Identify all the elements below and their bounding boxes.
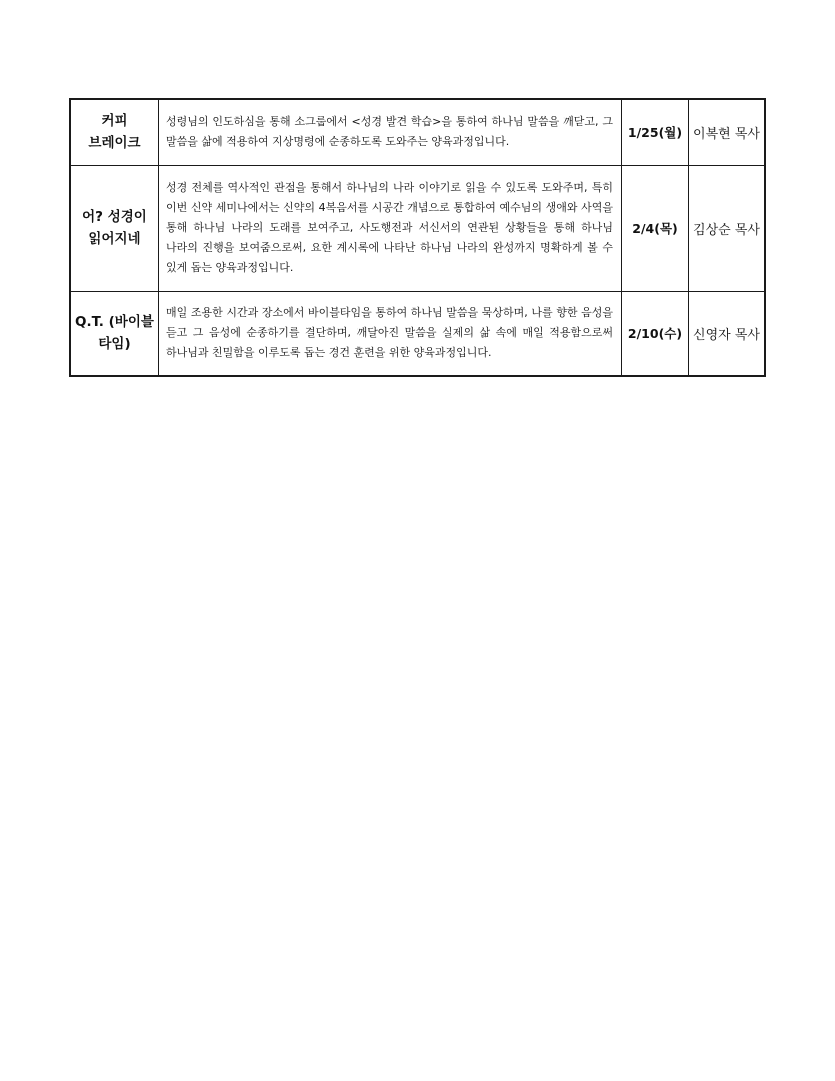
table-row bbox=[70, 291, 765, 376]
training-schedule-table bbox=[69, 98, 766, 377]
course-name: 커피 브레이크 bbox=[88, 113, 141, 152]
course-date: 1/25(월) bbox=[622, 99, 689, 165]
course-teacher: 김상순 목사 bbox=[689, 165, 766, 291]
course-name: 어? 성경이 읽어지네 bbox=[82, 209, 147, 247]
course-name-cell bbox=[70, 165, 159, 291]
course-name-cell bbox=[70, 99, 159, 165]
course-teacher: 이복현 목사 bbox=[689, 99, 766, 165]
table-row bbox=[70, 165, 765, 291]
course-date: 2/10(수) bbox=[622, 291, 689, 376]
course-teacher: 신영자 목사 bbox=[689, 291, 766, 376]
course-description: 매일 조용한 시간과 장소에서 바이블타임을 통하여 하나님 말씀을 묵상하며, 나를 향한 음성을 듣고 그 음성에 순종하기를 결단하며, 깨달아진 말씀을 실제의 삶 속에 매일 적용함으로써 하나님과 친밀함을 이루도록 돕는 경건 훈련을 위한 양육과정입니다. bbox=[159, 291, 622, 376]
table-row bbox=[70, 99, 765, 165]
course-description: 성경 전체를 역사적인 관점을 통해서 하나님의 나라 이야기로 읽을 수 있도록 도와주며, 특히 이번 신약 세미나에서는 신약의 4복음서를 시공간 개념으로 통합하여 예수님의 생애와 사역을 통해 하나님 나라의 도래를 보여주고, 사도행전과 서신서의 연관된 상황들을 통해 하나님 나라의 진행을 보여줌으로써, 요한 계시록에 나타난 하나님 나라의 완성까지 명확하게 볼 수 있게 돕는 양육과정입니다. bbox=[159, 165, 622, 291]
course-name-cell bbox=[70, 291, 159, 376]
course-date: 2/4(목) bbox=[622, 165, 689, 291]
course-description: 성령님의 인도하심을 통해 소그룹에서 <성경 발견 학습>을 통하여 하나님 말씀을 깨닫고, 그 말씀을 삶에 적용하여 지상명령에 순종하도록 도와주는 양육과정입니다. bbox=[159, 99, 622, 165]
course-name: Q.T. (바이블 타임) bbox=[75, 314, 154, 353]
